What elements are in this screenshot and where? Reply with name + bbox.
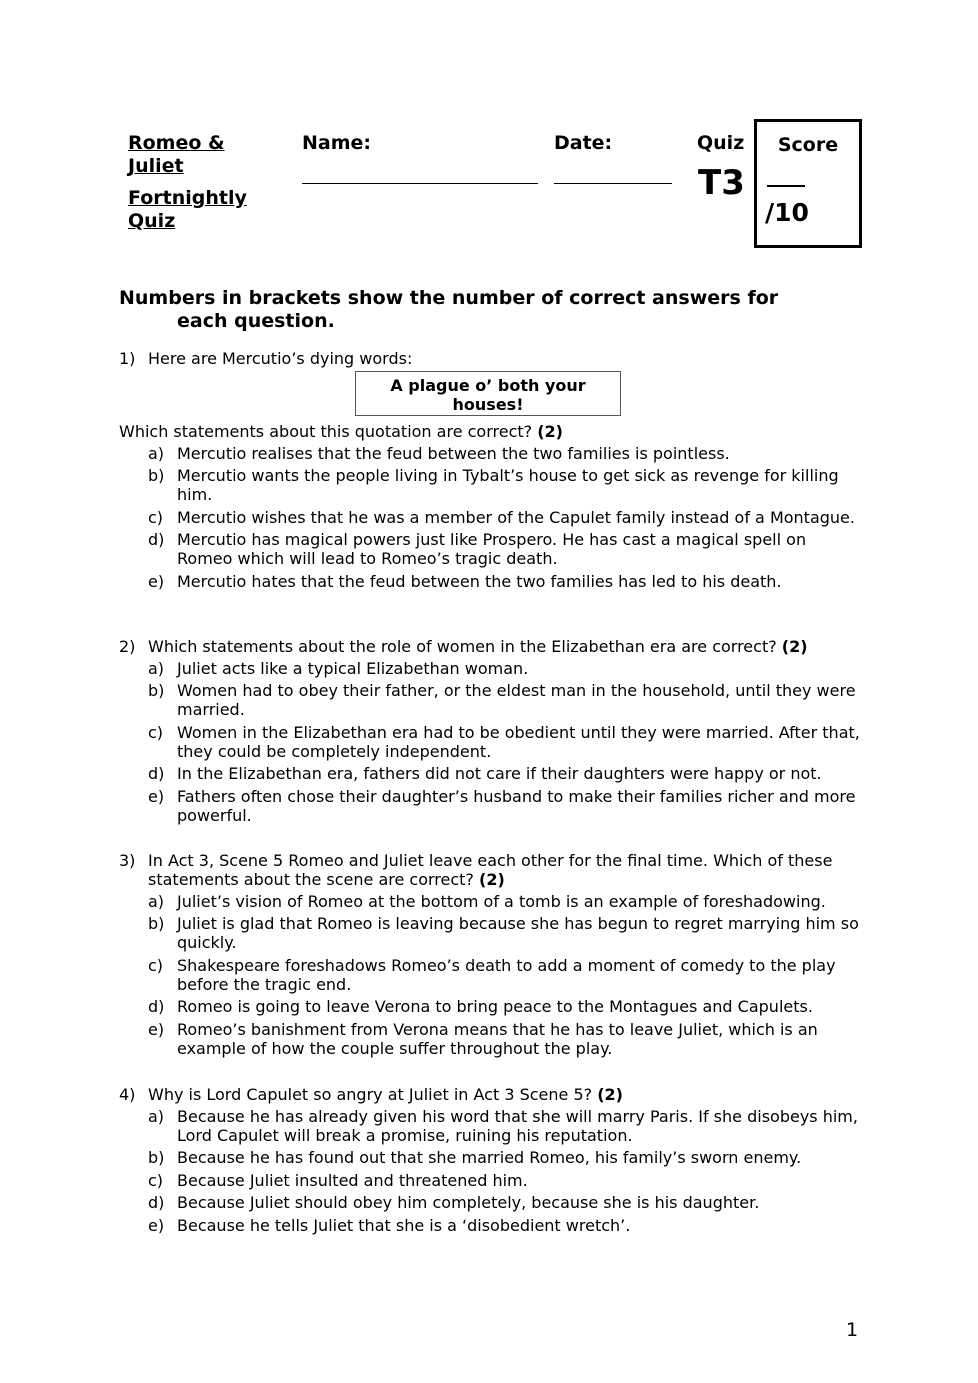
option[interactable]: [119, 659, 864, 678]
date-label: Date:: [554, 132, 613, 154]
option-letter: e): [148, 571, 165, 591]
title-line: Romeo &: [128, 132, 225, 154]
instructions: [119, 287, 839, 333]
option-text: Juliet acts like a typical Elizabethan woman.: [177, 659, 529, 678]
option-text: Shakespeare foreshadows Romeo’s death to add a moment of comedy to the play before the tragic end.: [177, 955, 836, 994]
options-list: [119, 892, 864, 1058]
name-field[interactable]: [302, 183, 538, 184]
instructions-line: Numbers in brackets show the number of correct answers for: [119, 287, 779, 309]
option-letter: a): [148, 444, 165, 463]
quote-line: A plague o’ both your: [390, 376, 586, 395]
option[interactable]: [119, 681, 864, 719]
option-letter: b): [148, 914, 165, 934]
option-text: Because he tells Juliet that she is a ‘disobedient wretch’.: [177, 1215, 631, 1235]
option-text: Mercutio wishes that he was a member of the Capulet family instead of a Montague.: [177, 507, 855, 527]
option[interactable]: [119, 1148, 864, 1167]
option-text: Mercutio has magical powers just like Prospero. He has cast a magical spell on Romeo which will lead to Romeo’s tragic death.: [177, 530, 807, 569]
score-total: /10: [765, 198, 809, 227]
option-text: Juliet’s vision of Romeo at the bottom of a tomb is an example of foreshadowing.: [177, 892, 826, 911]
option[interactable]: [119, 997, 864, 1016]
question-number: 4): [119, 1085, 136, 1104]
option-letter: c): [148, 507, 164, 527]
option[interactable]: [119, 1171, 864, 1190]
score-label: Score: [777, 134, 839, 156]
option-letter: e): [148, 786, 165, 806]
question-text: In Act 3, Scene 5 Romeo and Juliet leave each other for the final time. Which of these statements about the scene are correct?: [148, 851, 833, 889]
option-text: Because he has found out that she married Romeo, his family’s sworn enemy.: [177, 1148, 802, 1168]
option-text: Women in the Elizabethan era had to be obedient until they were married. After that, they could be completely independent.: [177, 722, 860, 761]
question-number: 3): [119, 851, 136, 870]
question-3: [119, 851, 864, 1061]
quote-box: [355, 371, 621, 416]
option-letter: b): [148, 681, 165, 701]
option-letter: a): [148, 659, 165, 678]
option[interactable]: [119, 444, 864, 463]
option-text: Mercutio wants the people living in Tybalt’s house to get sick as revenge for killing him.: [177, 466, 839, 505]
option[interactable]: [119, 572, 864, 591]
option[interactable]: [119, 787, 864, 825]
option-letter: d): [148, 764, 165, 784]
option-letter: a): [148, 1107, 165, 1126]
date-field[interactable]: [554, 183, 672, 184]
quiz-title: [128, 132, 288, 233]
title-line: Juliet: [128, 155, 184, 177]
page-number: 1: [846, 1319, 859, 1341]
option-letter: a): [148, 892, 165, 911]
option-letter: b): [148, 466, 165, 486]
marks: (2): [537, 422, 563, 441]
option-text: Mercutio hates that the feud between the two families has led to his death.: [177, 571, 782, 591]
option-text: Because he has already given his word that she will marry Paris. If she disobeys him, Lord Capulet will break a promise, ruining his reputation.: [177, 1107, 858, 1145]
option-letter: d): [148, 530, 165, 550]
title-line: Quiz: [128, 210, 176, 232]
question-text: Here are Mercutio’s dying words:: [148, 349, 413, 368]
option-text: Juliet is glad that Romeo is leaving because she has begun to regret marrying him so quickly.: [177, 914, 859, 953]
option-letter: d): [148, 1193, 165, 1213]
marks: (2): [781, 637, 808, 656]
question-prompt: Which statements about this quotation are correct?: [119, 422, 533, 441]
score-blank[interactable]: [767, 185, 805, 187]
option-text: Romeo’s banishment from Verona means that he has to leave Juliet, which is an example of how the couple suffer throughout the play.: [177, 1019, 818, 1058]
option-letter: c): [148, 955, 164, 975]
options-list: [119, 1107, 864, 1235]
option[interactable]: [119, 508, 864, 527]
question-number: 1): [119, 349, 136, 368]
option[interactable]: [119, 1020, 864, 1058]
option-letter: c): [148, 722, 164, 742]
options-list: [119, 444, 864, 591]
option[interactable]: [119, 530, 864, 568]
quiz-label: Quiz: [697, 132, 745, 154]
marks: (2): [597, 1085, 623, 1104]
title-line: Fortnightly: [128, 187, 247, 209]
option[interactable]: [119, 1193, 864, 1212]
question-1-body: [119, 422, 864, 594]
question-1: [119, 349, 859, 368]
instructions-line: each question.: [177, 310, 335, 332]
option[interactable]: [119, 764, 864, 783]
score-box: [754, 119, 862, 248]
options-list: [119, 659, 864, 825]
option-letter: d): [148, 997, 165, 1017]
option-text: Because Juliet insulted and threatened him.: [177, 1170, 528, 1190]
option-letter: b): [148, 1148, 165, 1168]
option[interactable]: [119, 1107, 864, 1145]
marks: (2): [479, 870, 505, 889]
option-text: Women had to obey their father, or the eldest man in the household, until they were married.: [177, 681, 856, 720]
option[interactable]: [119, 466, 864, 504]
option-letter: e): [148, 1215, 165, 1235]
option[interactable]: [119, 892, 864, 911]
question-4: [119, 1085, 864, 1238]
option-text: In the Elizabethan era, fathers did not care if their daughters were happy or not.: [177, 764, 822, 784]
option[interactable]: [119, 1216, 864, 1235]
option-text: Mercutio realises that the feud between the two families is pointless.: [177, 444, 730, 463]
question-2: [119, 637, 864, 828]
question-number: 2): [119, 637, 136, 656]
quiz-code: T3: [698, 163, 745, 203]
option[interactable]: [119, 723, 864, 761]
option-text: Fathers often chose their daughter’s husband to make their families richer and more powerful.: [177, 786, 856, 825]
option-text: Because Juliet should obey him completely, because she is his daughter.: [177, 1193, 760, 1213]
option-letter: e): [148, 1019, 165, 1039]
question-text: Which statements about the role of women in the Elizabethan era are correct?: [148, 637, 777, 656]
quote-line: houses!: [452, 395, 524, 414]
question-text: Why is Lord Capulet so angry at Juliet in Act 3 Scene 5?: [148, 1085, 593, 1104]
option-text: Romeo is going to leave Verona to bring peace to the Montagues and Capulets.: [177, 997, 813, 1017]
name-label: Name:: [302, 132, 372, 154]
option[interactable]: [119, 914, 864, 952]
option[interactable]: [119, 956, 864, 994]
option-letter: c): [148, 1170, 164, 1190]
